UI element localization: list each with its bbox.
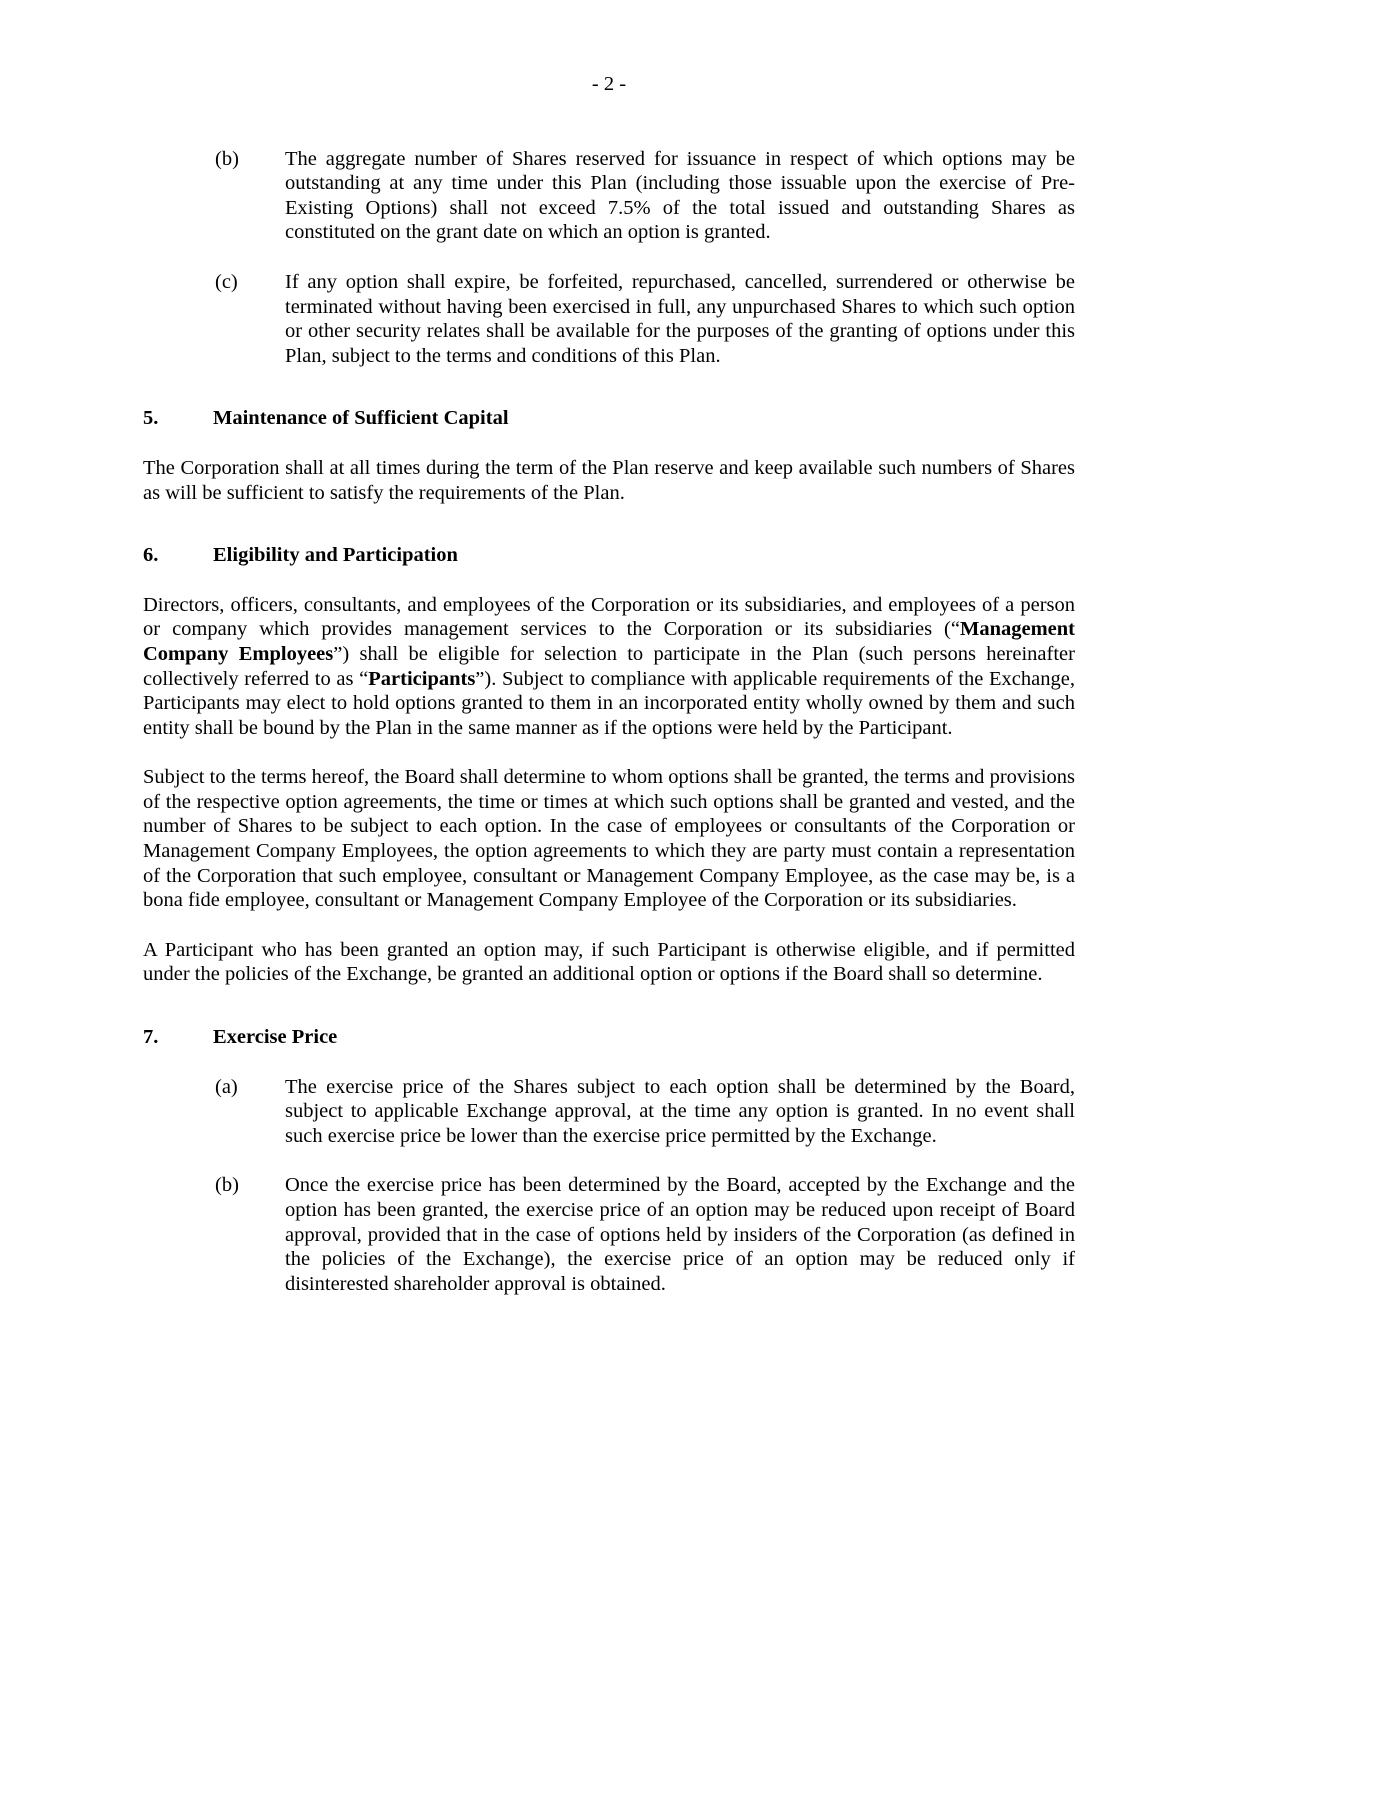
section6-paragraph-2: Subject to the terms hereof, the Board shall determine to whom options shall be granted, the terms and provisions of the respective option agreements, the time or times at which such options shall be granted and vested, and the number of Shares to be subject to each option. In the case of employees or consultants of the Corporation or Management Company Employees, the option agreements to which they are party must contain a representation of the Corporation that such employee, consultant or Management Company Employee, as the case may be, is a bona fide employee, consultant or Management Company Employee of the Corporation or its subsidiaries. [143, 766, 1075, 912]
clause-7a [215, 1075, 1075, 1149]
section6-paragraph-3: A Participant who has been granted an option may, if such Participant is otherwise eligible, and if permitted under the policies of the Exchange, be granted an additional option or options if the Board shall so determine. [143, 938, 1075, 986]
document-content [143, 0, 1075, 1296]
clause-c [215, 270, 1075, 368]
clause-text: The aggregate number of Shares reserved for issuance in respect of which options may be outstanding at any time under this Plan (including those issuable upon the exercise of Pre-Existing Options) shall not exceed 7.5% of the total issued and outstanding Shares as constituted on the grant date on which an option is granted. [285, 147, 1075, 244]
section6-paragraph-1 [143, 593, 1075, 741]
clause-label: (a) [215, 1075, 238, 1098]
text-segment: Directors, officers, consultants, and employees of the Corporation or its subsidiaries, and employees of a person or company which provides management services to the Corporation or its subsidiaries (“ [143, 593, 1075, 641]
page-number: - 2 - [591, 73, 627, 95]
section-number: 5. [143, 407, 159, 430]
clause-text: If any option shall expire, be forfeited, repurchased, cancelled, surrendered or otherwise be terminated without having been exercised in full, any unpurchased Shares to which such option or other security relates shall be available for the purposes of the granting of options under this Plan, subject to the terms and conditions of this Plan. [285, 270, 1075, 367]
section-title: Maintenance of Sufficient Capital [213, 407, 509, 430]
clause-text: Once the exercise price has been determined by the Board, accepted by the Exchange and the option has been granted, the exercise price of an option may be reduced upon receipt of Board approval, provided that in the case of options held by insiders of the Corporation (as defined in the policies of the Exchange), the exercise price of an option may be reduced only if disinterested shareholder approval is obtained. [285, 1174, 1075, 1295]
clause-text: The exercise price of the Shares subject to each option shall be determined by the Board, subject to applicable Exchange approval, at the time any option is granted. In no event shall such exercise price be lower than the exercise price permitted by the Exchange. [285, 1075, 1075, 1147]
section-heading-6 [143, 543, 1075, 568]
section-number: 7. [143, 1026, 159, 1049]
text-segment: ”) shall be eligible for selection to participate in the Plan (such persons hereinafter collectively referred to as “ [143, 642, 1075, 690]
section-title: Eligibility and Participation [213, 544, 458, 567]
defined-term-management-company-employees: Management Company Employees [143, 618, 1075, 665]
clause-7b [215, 1173, 1075, 1296]
clause-label: (b) [215, 1174, 239, 1197]
section-title: Exercise Price [213, 1026, 338, 1049]
section5-paragraph: The Corporation shall at all times during the term of the Plan reserve and keep available such numbers of Shares as will be sufficient to satisfy the requirements of the Plan. [143, 456, 1075, 504]
section-heading-7 [143, 1025, 1075, 1050]
section-number: 6. [143, 544, 159, 567]
clause-label: (b) [215, 147, 239, 170]
clause-label: (c) [215, 270, 238, 293]
section-heading-5 [143, 406, 1075, 431]
defined-term-participants: Participants [368, 667, 476, 690]
clause-b [215, 147, 1075, 245]
text-segment: ”). Subject to compliance with applicable requirements of the Exchange, Participants may elect to hold options granted to them in an incorporated entity wholly owned by them and such entity shall be bound by the Plan in the same manner as if the options were held by the Participant. [143, 667, 1075, 739]
